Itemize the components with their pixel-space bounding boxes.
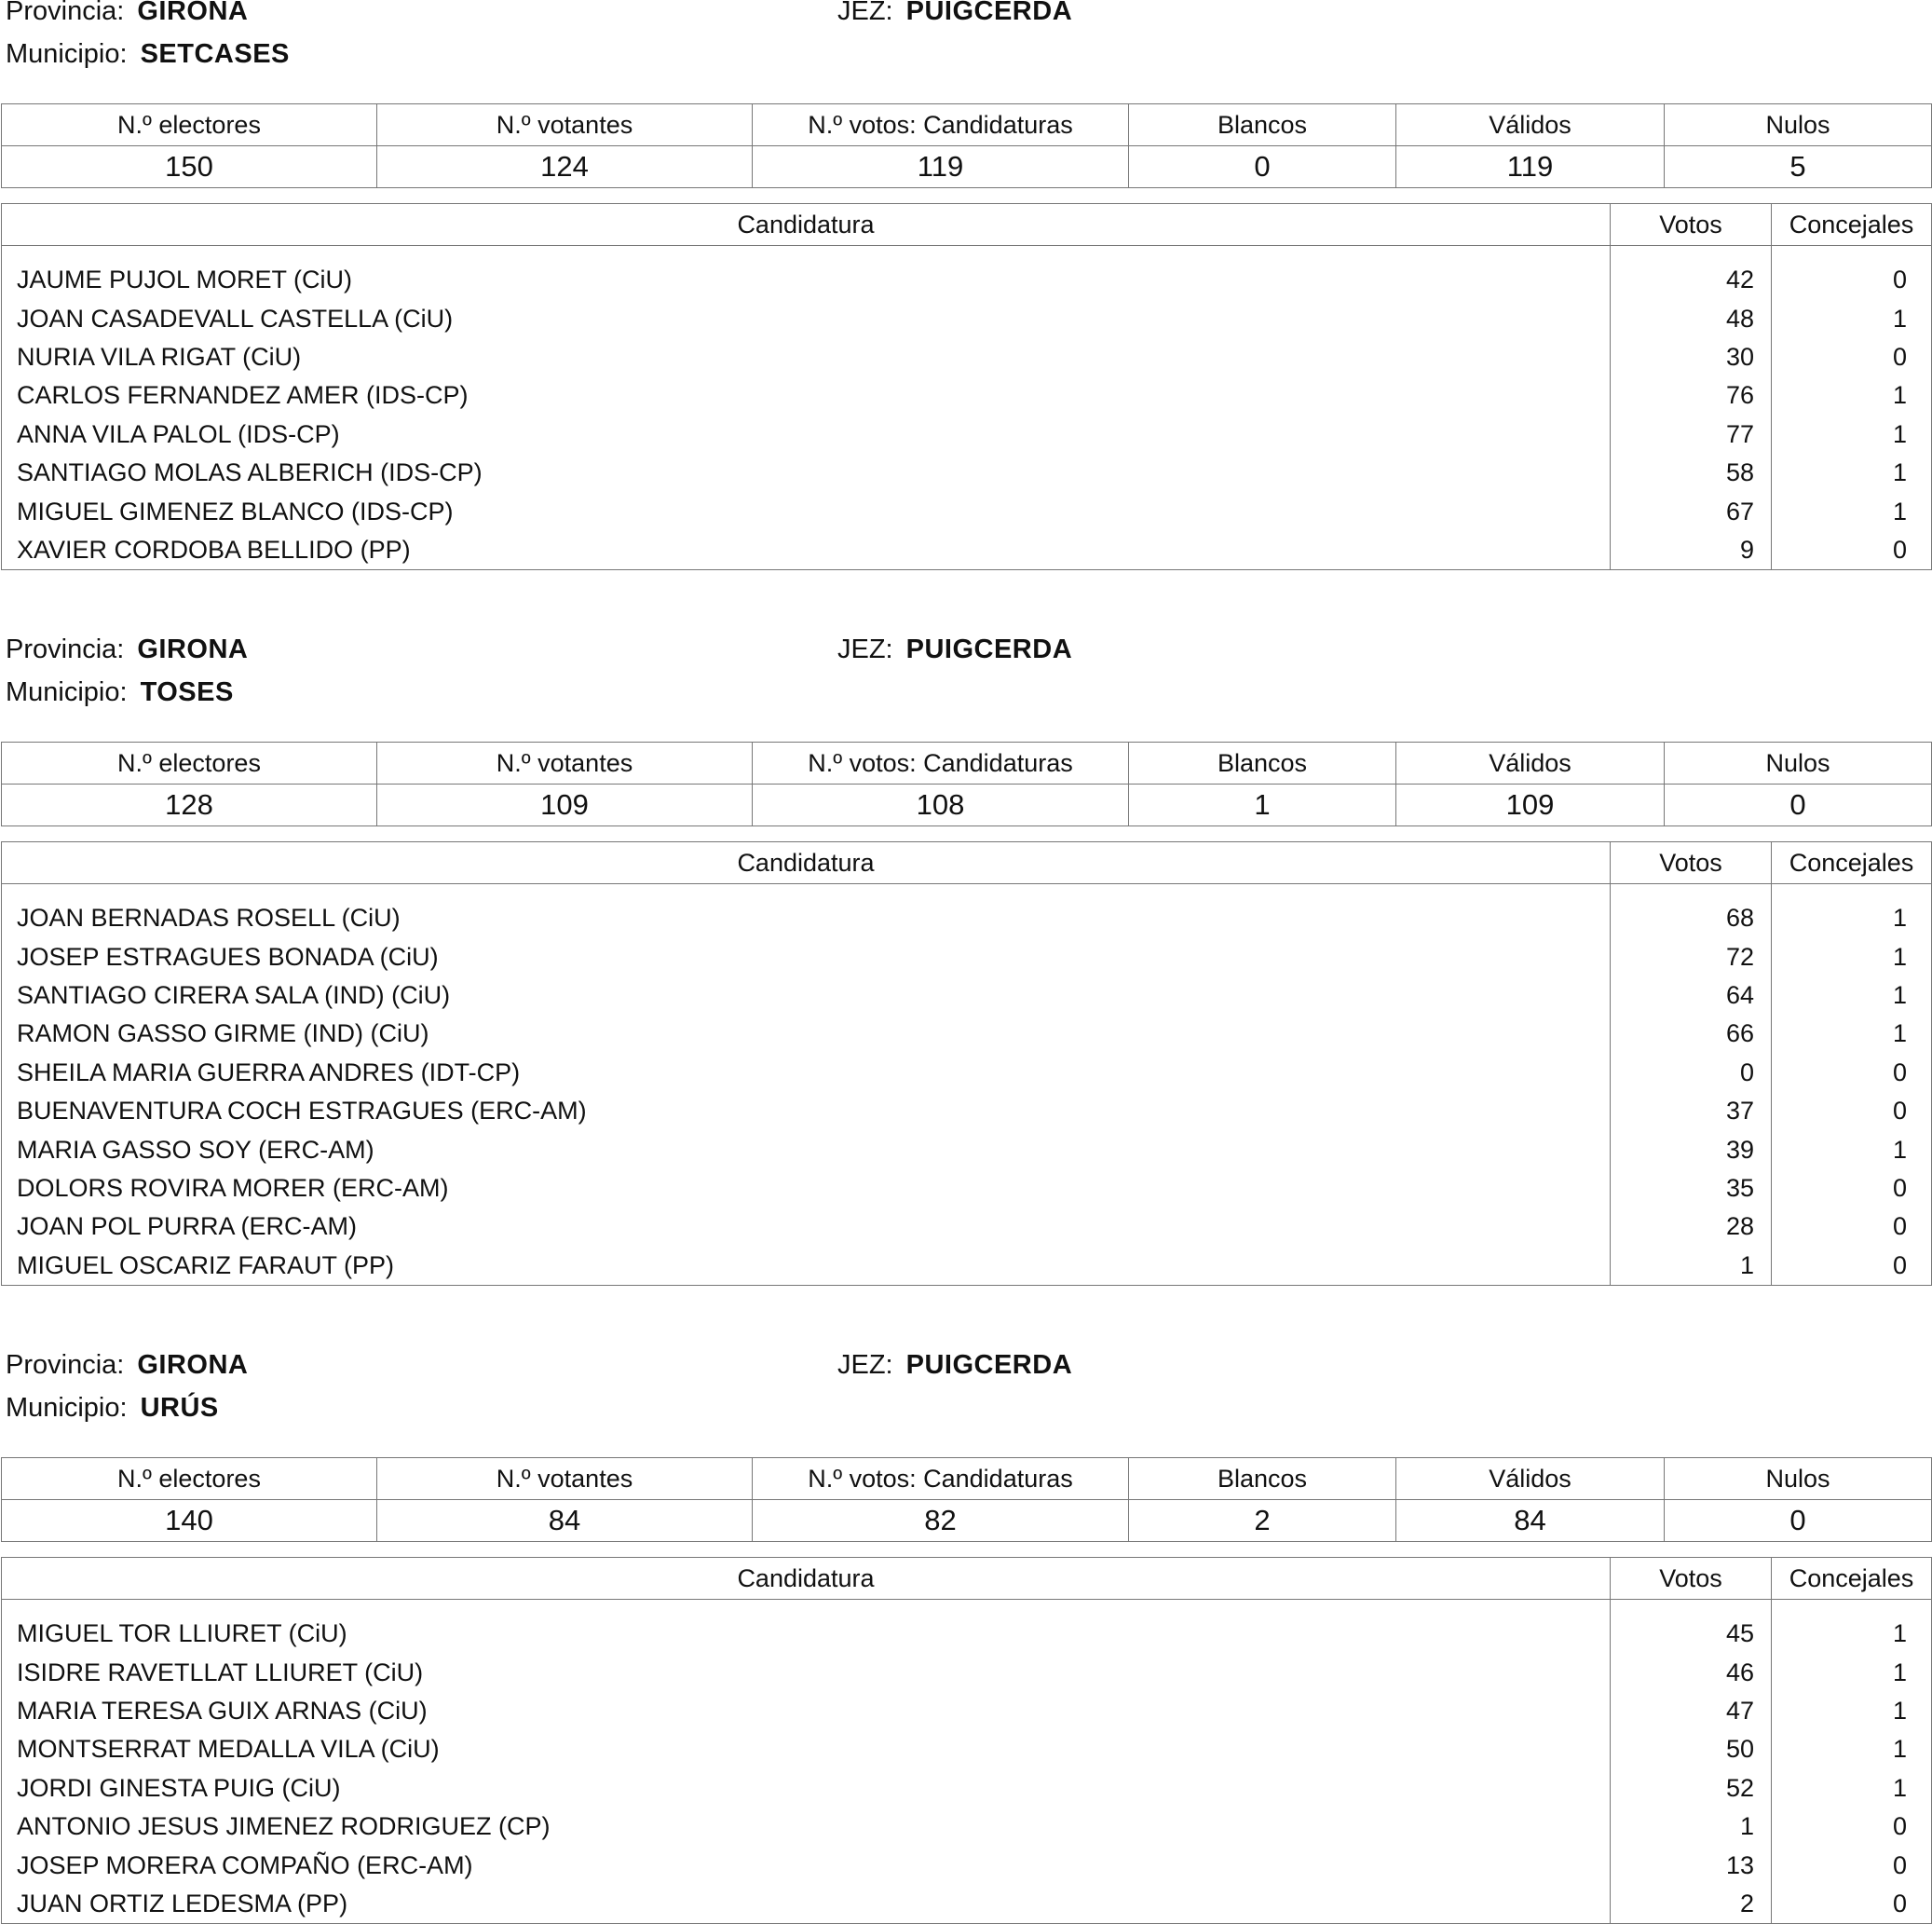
summary-header-electores: N.º electores xyxy=(2,743,377,785)
summary-header-row xyxy=(2,1458,1932,1500)
municipio-value: TOSES xyxy=(140,677,234,707)
municipio-label: Municipio: xyxy=(6,39,128,69)
candidate-name: ANTONIO JESUS JIMENEZ RODRIGUEZ (CP) xyxy=(2,1808,1611,1846)
summary-header-blancos: Blancos xyxy=(1129,104,1396,146)
table-row xyxy=(2,299,1932,337)
summary-value-row xyxy=(2,785,1932,826)
candidate-concejales: 0 xyxy=(1772,338,1932,376)
candidate-name: XAVIER CORDOBA BELLIDO (PP) xyxy=(2,531,1611,570)
header-candidatura: Candidatura xyxy=(2,1558,1611,1600)
candidate-votos: 46 xyxy=(1611,1653,1772,1691)
candidate-votos: 66 xyxy=(1611,1015,1772,1053)
candidate-name: MIGUEL OSCARIZ FARAUT (PP) xyxy=(2,1247,1611,1286)
candidate-votos: 37 xyxy=(1611,1092,1772,1130)
candidate-name: JOSEP MORERA COMPAÑO (ERC-AM) xyxy=(2,1846,1611,1884)
summary-value-votantes: 109 xyxy=(377,785,753,826)
candidate-name: JUAN ORTIZ LEDESMA (PP) xyxy=(2,1885,1611,1924)
jez-label: JEZ: xyxy=(837,1350,893,1380)
municipio-line xyxy=(6,676,234,708)
candidate-votos: 52 xyxy=(1611,1769,1772,1808)
summary-value-blancos: 0 xyxy=(1129,146,1396,188)
candidate-name: JOAN CASADEVALL CASTELLA (CiU) xyxy=(2,299,1611,337)
candidate-votos: 28 xyxy=(1611,1208,1772,1246)
candidate-name: JOSEP ESTRAGUES BONADA (CiU) xyxy=(2,937,1611,976)
summary-value-blancos: 2 xyxy=(1129,1500,1396,1542)
candidate-concejales: 0 xyxy=(1772,1808,1932,1846)
candidate-name: MIGUEL GIMENEZ BLANCO (IDS-CP) xyxy=(2,492,1611,530)
table-row xyxy=(2,376,1932,415)
municipio-line xyxy=(6,1392,219,1424)
summary-value-row xyxy=(2,1500,1932,1542)
candidate-name: MONTSERRAT MEDALLA VILA (CiU) xyxy=(2,1730,1611,1768)
jez-line xyxy=(837,1349,1072,1381)
candidate-name: BUENAVENTURA COCH ESTRAGUES (ERC-AM) xyxy=(2,1092,1611,1130)
provincia-line xyxy=(6,0,248,27)
candidate-name: DOLORS ROVIRA MORER (ERC-AM) xyxy=(2,1169,1611,1208)
table-row xyxy=(2,1208,1932,1246)
table-row xyxy=(2,1600,1932,1654)
candidate-concejales: 1 xyxy=(1772,1015,1932,1053)
summary-table xyxy=(1,1457,1932,1542)
candidate-votos: 39 xyxy=(1611,1130,1772,1168)
table-row xyxy=(2,454,1932,492)
municipio-line xyxy=(6,38,290,70)
table-row xyxy=(2,246,1932,300)
table-row xyxy=(2,531,1932,570)
candidate-name: SHEILA MARIA GUERRA ANDRES (IDT-CP) xyxy=(2,1054,1611,1092)
provincia-label: Provincia: xyxy=(6,0,125,26)
summary-table xyxy=(1,103,1932,188)
candidate-votos: 67 xyxy=(1611,492,1772,530)
candidate-concejales: 0 xyxy=(1772,1208,1932,1246)
candidate-name: NURIA VILA RIGAT (CiU) xyxy=(2,338,1611,376)
provincia-label: Provincia: xyxy=(6,1350,125,1380)
summary-header-blancos: Blancos xyxy=(1129,1458,1396,1500)
table-row xyxy=(2,1692,1932,1730)
table-row xyxy=(2,1730,1932,1768)
candidate-concejales: 1 xyxy=(1772,976,1932,1015)
header-concejales: Concejales xyxy=(1772,842,1932,884)
candidate-concejales: 0 xyxy=(1772,246,1932,300)
candidates-header-row xyxy=(2,204,1932,246)
summary-value-validos: 84 xyxy=(1396,1500,1665,1542)
municipio-label: Municipio: xyxy=(6,1393,128,1423)
summary-value-votos_cand: 108 xyxy=(753,785,1129,826)
candidate-concejales: 1 xyxy=(1772,376,1932,415)
table-row xyxy=(2,1247,1932,1286)
candidate-votos: 45 xyxy=(1611,1600,1772,1654)
header-votos: Votos xyxy=(1611,1558,1772,1600)
candidates-header-row xyxy=(2,1558,1932,1600)
candidate-name: SANTIAGO CIRERA SALA (IND) (CiU) xyxy=(2,976,1611,1015)
candidate-concejales: 1 xyxy=(1772,299,1932,337)
summary-value-nulos: 0 xyxy=(1665,785,1932,826)
summary-value-votos_cand: 119 xyxy=(753,146,1129,188)
municipio-label: Municipio: xyxy=(6,677,128,707)
candidate-votos: 72 xyxy=(1611,937,1772,976)
table-row xyxy=(2,1169,1932,1208)
candidate-concejales: 0 xyxy=(1772,531,1932,570)
candidate-name: CARLOS FERNANDEZ AMER (IDS-CP) xyxy=(2,376,1611,415)
summary-value-row xyxy=(2,146,1932,188)
table-row xyxy=(2,937,1932,976)
candidate-votos: 58 xyxy=(1611,454,1772,492)
table-row xyxy=(2,492,1932,530)
jez-value: PUIGCERDA xyxy=(905,0,1073,26)
summary-value-electores: 128 xyxy=(2,785,377,826)
table-row xyxy=(2,1653,1932,1691)
candidate-votos: 64 xyxy=(1611,976,1772,1015)
summary-value-validos: 109 xyxy=(1396,785,1665,826)
summary-header-electores: N.º electores xyxy=(2,1458,377,1500)
table-row xyxy=(2,1769,1932,1808)
candidate-concejales: 0 xyxy=(1772,1885,1932,1924)
candidate-concejales: 1 xyxy=(1772,937,1932,976)
candidate-votos: 2 xyxy=(1611,1885,1772,1924)
jez-line xyxy=(837,0,1072,27)
candidate-votos: 1 xyxy=(1611,1808,1772,1846)
summary-value-nulos: 5 xyxy=(1665,146,1932,188)
candidate-concejales: 1 xyxy=(1772,1600,1932,1654)
jez-label: JEZ: xyxy=(837,635,893,664)
candidate-votos: 42 xyxy=(1611,246,1772,300)
provincia-label: Provincia: xyxy=(6,635,125,664)
candidate-concejales: 0 xyxy=(1772,1846,1932,1884)
candidate-concejales: 0 xyxy=(1772,1247,1932,1286)
candidate-votos: 76 xyxy=(1611,376,1772,415)
table-row xyxy=(2,416,1932,454)
candidate-concejales: 0 xyxy=(1772,1054,1932,1092)
summary-table xyxy=(1,742,1932,826)
candidate-concejales: 1 xyxy=(1772,884,1932,938)
summary-value-nulos: 0 xyxy=(1665,1500,1932,1542)
summary-header-electores: N.º electores xyxy=(2,104,377,146)
summary-header-votos_cand: N.º votos: Candidaturas xyxy=(753,1458,1129,1500)
candidate-concejales: 1 xyxy=(1772,1692,1932,1730)
candidate-votos: 13 xyxy=(1611,1846,1772,1884)
summary-header-blancos: Blancos xyxy=(1129,743,1396,785)
table-row xyxy=(2,1054,1932,1092)
summary-header-nulos: Nulos xyxy=(1665,743,1932,785)
candidate-concejales: 1 xyxy=(1772,416,1932,454)
candidate-votos: 48 xyxy=(1611,299,1772,337)
candidate-concejales: 1 xyxy=(1772,1730,1932,1768)
candidate-votos: 30 xyxy=(1611,338,1772,376)
candidate-votos: 1 xyxy=(1611,1247,1772,1286)
header-votos: Votos xyxy=(1611,842,1772,884)
provincia-value: GIRONA xyxy=(137,0,249,26)
summary-value-electores: 140 xyxy=(2,1500,377,1542)
summary-header-row xyxy=(2,743,1932,785)
summary-header-validos: Válidos xyxy=(1396,104,1665,146)
candidates-header-row xyxy=(2,842,1932,884)
summary-value-votantes: 84 xyxy=(377,1500,753,1542)
provincia-line xyxy=(6,634,248,665)
candidate-name: MARIA GASSO SOY (ERC-AM) xyxy=(2,1130,1611,1168)
candidate-votos: 50 xyxy=(1611,1730,1772,1768)
candidate-name: MARIA TERESA GUIX ARNAS (CiU) xyxy=(2,1692,1611,1730)
provincia-value: GIRONA xyxy=(137,1350,249,1380)
candidate-votos: 9 xyxy=(1611,531,1772,570)
candidate-name: JOAN BERNADAS ROSELL (CiU) xyxy=(2,884,1611,938)
candidate-concejales: 1 xyxy=(1772,1653,1932,1691)
candidate-name: ISIDRE RAVETLLAT LLIURET (CiU) xyxy=(2,1653,1611,1691)
table-row xyxy=(2,976,1932,1015)
summary-header-validos: Válidos xyxy=(1396,1458,1665,1500)
summary-value-validos: 119 xyxy=(1396,146,1665,188)
provincia-line xyxy=(6,1349,248,1381)
candidate-concejales: 1 xyxy=(1772,1130,1932,1168)
candidate-name: JOAN POL PURRA (ERC-AM) xyxy=(2,1208,1611,1246)
candidate-name: SANTIAGO MOLAS ALBERICH (IDS-CP) xyxy=(2,454,1611,492)
candidate-concejales: 1 xyxy=(1772,454,1932,492)
summary-header-nulos: Nulos xyxy=(1665,1458,1932,1500)
jez-line xyxy=(837,634,1072,665)
header-concejales: Concejales xyxy=(1772,1558,1932,1600)
table-row xyxy=(2,1130,1932,1168)
table-row xyxy=(2,338,1932,376)
header-concejales: Concejales xyxy=(1772,204,1932,246)
candidate-name: MIGUEL TOR LLIURET (CiU) xyxy=(2,1600,1611,1654)
summary-header-validos: Válidos xyxy=(1396,743,1665,785)
municipio-value: SETCASES xyxy=(140,39,290,69)
header-votos: Votos xyxy=(1611,204,1772,246)
candidate-concejales: 0 xyxy=(1772,1092,1932,1130)
header-candidatura: Candidatura xyxy=(2,204,1611,246)
jez-value: PUIGCERDA xyxy=(905,1350,1073,1380)
candidates-table xyxy=(1,841,1932,1286)
summary-header-nulos: Nulos xyxy=(1665,104,1932,146)
summary-header-votantes: N.º votantes xyxy=(377,104,753,146)
summary-header-votos_cand: N.º votos: Candidaturas xyxy=(753,104,1129,146)
candidate-votos: 77 xyxy=(1611,416,1772,454)
table-row xyxy=(2,1808,1932,1846)
candidate-concejales: 1 xyxy=(1772,492,1932,530)
summary-header-votantes: N.º votantes xyxy=(377,743,753,785)
candidate-votos: 47 xyxy=(1611,1692,1772,1730)
jez-value: PUIGCERDA xyxy=(905,635,1073,664)
candidate-votos: 0 xyxy=(1611,1054,1772,1092)
summary-value-votantes: 124 xyxy=(377,146,753,188)
summary-value-electores: 150 xyxy=(2,146,377,188)
provincia-value: GIRONA xyxy=(137,635,249,664)
summary-header-row xyxy=(2,104,1932,146)
candidates-table xyxy=(1,203,1932,570)
table-row xyxy=(2,1015,1932,1053)
table-row xyxy=(2,1092,1932,1130)
table-row xyxy=(2,1846,1932,1884)
summary-value-blancos: 1 xyxy=(1129,785,1396,826)
table-row xyxy=(2,1885,1932,1924)
candidate-concejales: 0 xyxy=(1772,1169,1932,1208)
candidate-name: RAMON GASSO GIRME (IND) (CiU) xyxy=(2,1015,1611,1053)
summary-header-votos_cand: N.º votos: Candidaturas xyxy=(753,743,1129,785)
candidate-concejales: 1 xyxy=(1772,1769,1932,1808)
header-candidatura: Candidatura xyxy=(2,842,1611,884)
table-row xyxy=(2,884,1932,938)
jez-label: JEZ: xyxy=(837,0,893,26)
summary-value-votos_cand: 82 xyxy=(753,1500,1129,1542)
candidate-name: JORDI GINESTA PUIG (CiU) xyxy=(2,1769,1611,1808)
candidate-votos: 35 xyxy=(1611,1169,1772,1208)
municipio-value: URÚS xyxy=(140,1393,219,1423)
candidate-votos: 68 xyxy=(1611,884,1772,938)
candidate-name: ANNA VILA PALOL (IDS-CP) xyxy=(2,416,1611,454)
summary-header-votantes: N.º votantes xyxy=(377,1458,753,1500)
candidate-name: JAUME PUJOL MORET (CiU) xyxy=(2,246,1611,300)
candidates-table xyxy=(1,1557,1932,1924)
